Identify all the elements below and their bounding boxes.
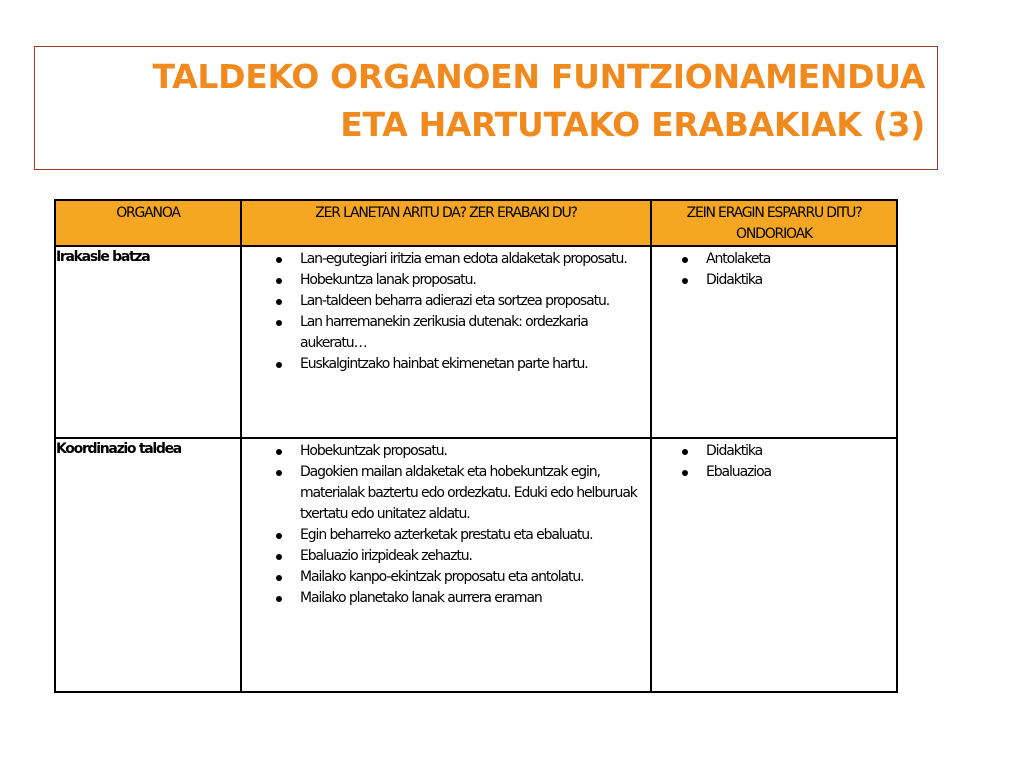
title-box: [34, 46, 938, 170]
table-row: [55, 438, 897, 692]
organo-cell: Koordinazio taldea: [55, 438, 241, 692]
list-item: Antolaketa: [680, 249, 892, 270]
effects-cell: [651, 246, 897, 438]
list-item: Mailako planetako lanak aurrera eraman: [274, 588, 646, 609]
organo-cell: Irakasle batza: [55, 246, 241, 438]
list-item: Mailako kanpo-ekintzak proposatu eta antolatu.: [274, 567, 646, 588]
effects-cell: [651, 438, 897, 692]
list-item: Hobekuntzak proposatu.: [274, 441, 646, 462]
list-item: Ebaluazio irizpideak zehaztu.: [274, 546, 646, 567]
list-item: Ebaluazioa: [680, 462, 892, 483]
header-eragin-esparru: ZEIN ERAGIN ESPARRU DITU? ONDORIOAK: [651, 200, 897, 246]
tasks-cell: [241, 246, 651, 438]
header-organoa: ORGANOA: [55, 200, 241, 246]
list-item: Hobekuntza lanak proposatu.: [274, 270, 646, 291]
page-title-line-1: TALDEKO ORGANOEN FUNTZIONAMENDUA: [152, 57, 925, 96]
list-item: Didaktika: [680, 441, 892, 462]
list-item: Dagokien mailan aldaketak eta hobekuntzak egin, materialak baztertu edo ordezkatu. Eduki edo helburuak txertatu edo unitatez aldatu.: [274, 462, 646, 525]
tasks-cell: [241, 438, 651, 692]
page-title-line-2: ETA HARTUTAKO ERABAKIAK (3): [340, 105, 925, 144]
list-item: Egin beharreko azterketak prestatu eta ebaluatu.: [274, 525, 646, 546]
list-item: Euskalgintzako hainbat ekimenetan parte hartu.: [274, 354, 646, 375]
list-item: Lan harremanekin zerikusia dutenak: ordezkaria aukeratu…: [274, 312, 646, 354]
list-item: Lan-taldeen beharra adierazi eta sortzea proposatu.: [274, 291, 646, 312]
list-item: Lan-egutegiari iritzia eman edota aldaketak proposatu.: [274, 249, 646, 270]
header-zer-lanetan: ZER LANETAN ARITU DA? ZER ERABAKI DU?: [241, 200, 651, 246]
table-row: [55, 246, 897, 438]
list-item: Didaktika: [680, 270, 892, 291]
table-header-row: [55, 200, 897, 246]
organs-table: [54, 199, 898, 693]
